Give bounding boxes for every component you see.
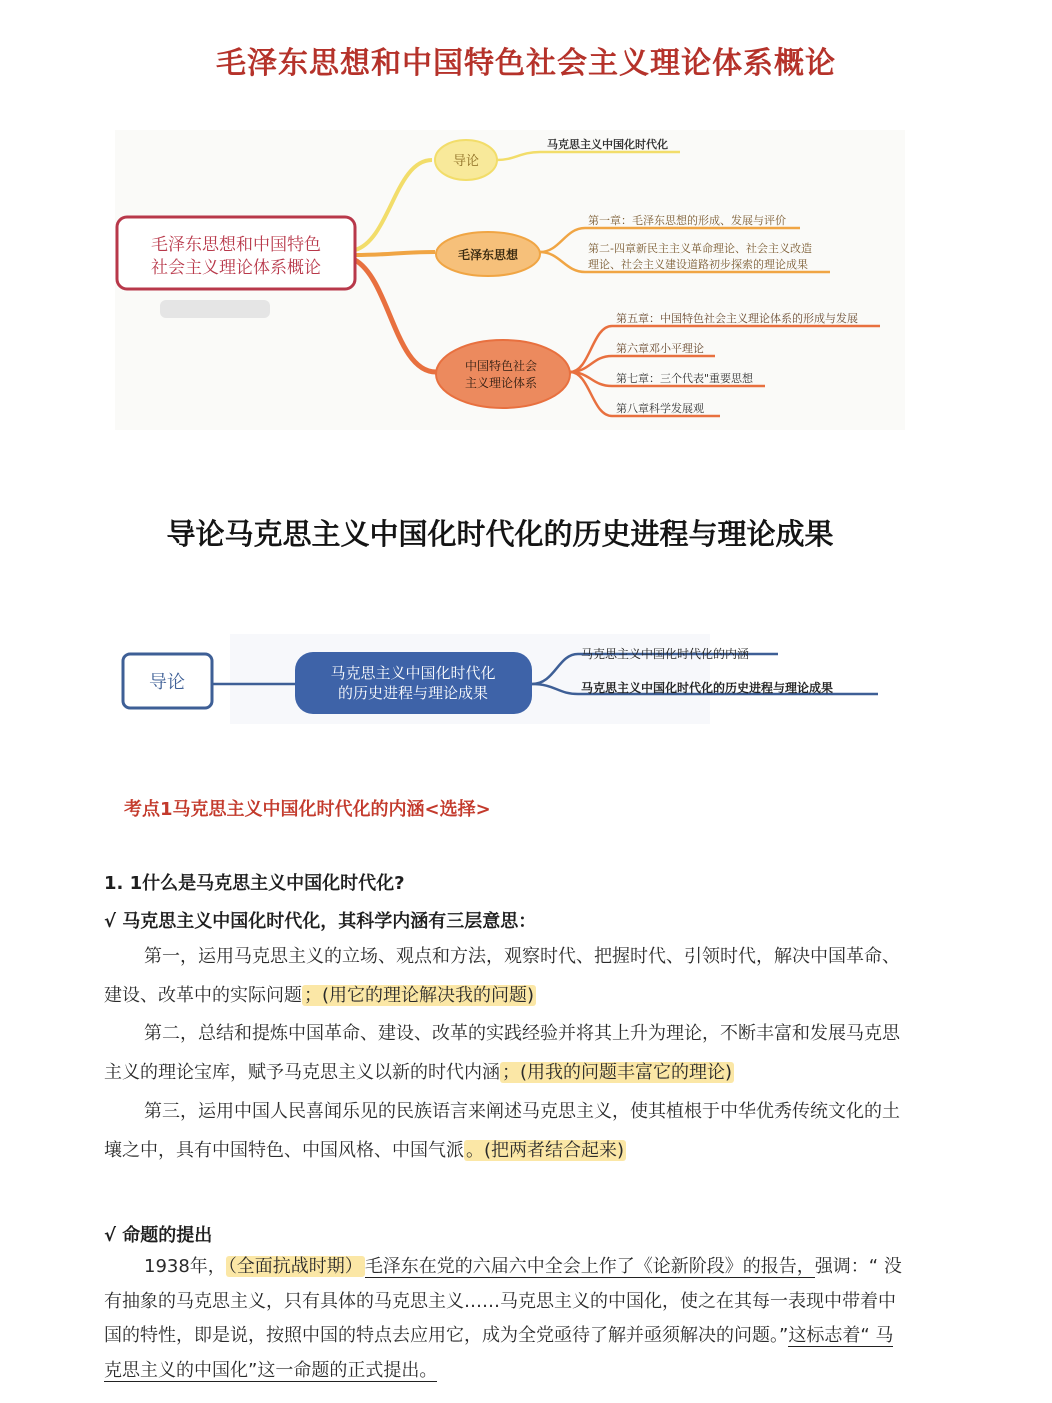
main-title: 毛泽东思想和中国特色社会主义理论体系概论: [216, 46, 836, 81]
question-heading: 1. 1什么是马克思主义中国化时代化?: [104, 873, 405, 894]
mind-map-root: [117, 217, 355, 289]
p2-note: ；(用我的问题丰富它的理论): [502, 1061, 733, 1083]
branch-socialism-line-1: 中国特色社会: [464, 359, 538, 373]
p3-text: 第三，运用中国人民喜闻乐见的民族语言来阐述马克思主义，使其植根于中华优秀传统文化的土壤之中，具有中国特色、中国风格、中国气派: [104, 1101, 900, 1161]
overview-mind-map: [0, 120, 1052, 440]
section-title: 导论马克思主义中国化时代化的历史进程与理论成果: [166, 517, 834, 551]
branch-intro-label: 导论: [452, 154, 480, 169]
soc-leaf-2: 第六章邓小平理论: [616, 342, 704, 355]
point2-underlined-2: 这标志着“ 马克思主义的中国化”这一命题的正式提出。: [104, 1325, 894, 1381]
point1-paragraph-1: [104, 938, 904, 1015]
intro-center-line-1: 马克思主义中国化时代化: [330, 664, 496, 682]
exam-point-heading: 考点1马克思主义中国化时代化的内涵<选择>: [124, 799, 491, 820]
point2-year: 1938年，: [144, 1256, 226, 1277]
point1-paragraph-3: [104, 1093, 904, 1170]
intro-mind-map: [0, 630, 1052, 730]
root-line-2: 社会主义理论体系概论: [151, 258, 321, 278]
soc-leaf-4: 第八章科学发展观: [616, 402, 704, 415]
point2-underlined-1: 毛泽东在党的六届六中全会上作了《论新阶段》的报告，: [364, 1256, 815, 1277]
p3-note: 。(把两者结合起来): [466, 1139, 625, 1161]
intro-center-line-2: 的历史进程与理论成果: [337, 684, 489, 702]
root-line-1: 毛泽东思想和中国特色: [151, 235, 321, 255]
p1-note: ；(用它的理论解决我的问题): [304, 984, 535, 1006]
point1-heading: √ 马克思主义中国化时代化，其科学内涵有三层意思：: [104, 911, 537, 932]
branch-mao-label: 毛泽东思想: [457, 248, 519, 262]
point2-period: （全面抗战时期）: [227, 1256, 363, 1277]
soc-leaf-3: 第七章：三个代表"重要思想: [616, 372, 754, 385]
point1-paragraph-2: [104, 1015, 904, 1092]
point2-heading: √ 命题的提出: [104, 1225, 213, 1246]
intro-leaf-2: 马克思主义中国化时代化的历史进程与理论成果: [581, 681, 834, 695]
intro-center: [295, 652, 532, 714]
intro-root: [123, 654, 212, 708]
intro-root-label: 导论: [149, 672, 185, 693]
soc-leaf-1: 第五章：中国特色社会主义理论体系的形成与发展: [616, 312, 858, 325]
mao-leaf-2: 第二-四章新民主主义革命理论、社会主义改造: [588, 242, 812, 255]
point2-quote: 强调：“ 没有抽象的马克思主义，只有具体的马克思主义……马克思主义的中国化，使之在其每一表现中带着中国的特性，即是说，按照中国的特点去应用它，成为全党亟待了解并亟须解决的问题。”: [104, 1256, 902, 1346]
p1-text: 第一，运用马克思主义的立场、观点和方法，观察时代、把握时代、引领时代，解决中国革命、建设、改革中的实际问题: [104, 946, 900, 1006]
mao-leaf-3: 理论、社会主义建设道路初步探索的理论成果: [588, 258, 808, 271]
p2-text: 第二，总结和提炼中国革命、建设、改革的实践经验并将其上升为理论，不断丰富和发展马克思主义的理论宝库，赋予马克思主义以新的时代内涵: [104, 1023, 900, 1083]
branch-socialism-line-2: 主义理论体系: [464, 376, 538, 390]
point2-paragraph: [104, 1250, 904, 1388]
mao-leaf-1: 第一章：毛泽东思想的形成、发展与评价: [588, 214, 786, 227]
intro-leaf-1: 马克思主义中国化时代化: [547, 138, 668, 151]
intro-leaf-1: 马克思主义中国化时代化的内涵: [581, 647, 750, 661]
